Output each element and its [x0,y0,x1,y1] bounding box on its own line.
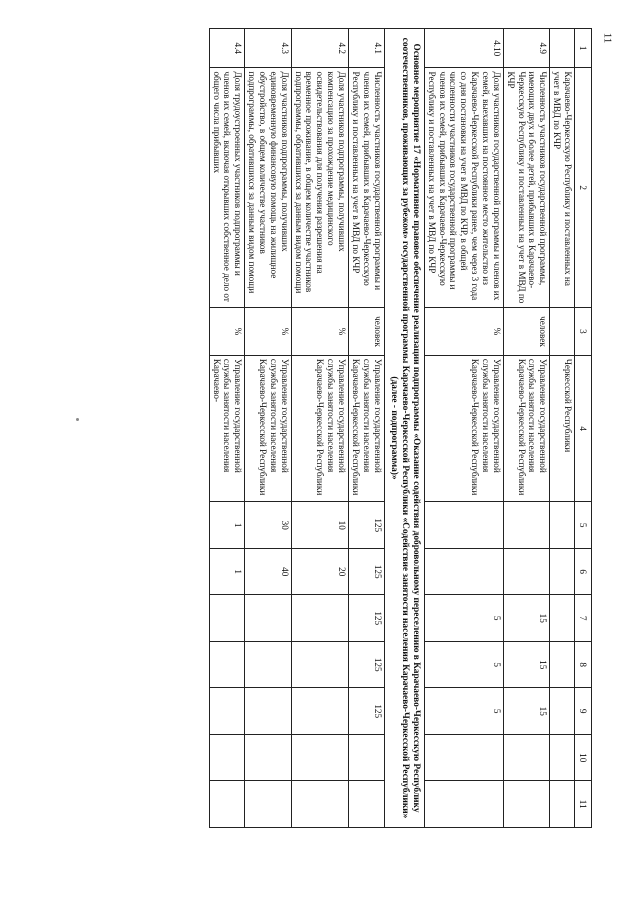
value-cell [209,781,245,828]
table-row [503,29,549,828]
header-cell: 9 [575,688,592,735]
table-row [424,29,503,828]
value-cell [291,734,348,781]
unit: % [424,308,503,356]
header-cell: 3 [575,308,592,356]
table-row [550,29,575,828]
header-cell: 1 [575,29,592,68]
executor: Управление государственной службы занятости населения Карачаево-Черкесской Республики [245,355,291,502]
value-cell [291,595,348,642]
value-cell [209,688,245,735]
value-cell [209,641,245,688]
value-cell: 10 [291,502,348,549]
indicator-name: Карачаево-Черкесскую Республику и поставленных на учет в МВД по КЧР [550,68,575,308]
value-cell: 125 [348,595,384,642]
value-cell: 20 [291,548,348,595]
indicator-name: Доля участников подпрограммы, получивших единовременную финансовую помощь на жилищное обустройство, в общем количестве участников подпрограммы, обратившихся за данным видом помощи [245,68,291,308]
value-cell [550,502,575,549]
indicator-name: Численность участников государственной программы и членов их семей, прибывших в Карачаево-Черкесскую Республику и поставленных на учет в МВД по КЧР [348,68,384,308]
value-cell [245,688,291,735]
row-number: 4.1 [348,29,384,68]
value-cell [503,781,549,828]
header-cell: 11 [575,781,592,828]
header-cell: 5 [575,502,592,549]
value-cell: 30 [245,502,291,549]
value-cell [550,641,575,688]
section-title: Основное мероприятие 17 «Нормативное правовое обеспечение реализации подпрограммы «Оказание содействия добровольному переселению в Карачаево-Черкесскую Республику соотечественников, проживающих за рубежом» государственной программы Карачаево-Черкесской Республики «Содействие занятости населения Карачаево-Черкесской Республики» (далее - подпрограмма)» [384,29,424,828]
value-cell: 5 [424,595,503,642]
unit: % [291,308,348,356]
value-cell: 1 [209,548,245,595]
value-cell [245,781,291,828]
value-cell: 5 [424,641,503,688]
value-cell: 125 [348,548,384,595]
value-cell [424,548,503,595]
indicator-name: Доля участников подпрограммы, получивших компенсацию за прохождение медицинского освидетельствования для получения разрешения на временное проживание, в общем количестве участников подпрограммы, обратившихся за данным видом помощи [291,68,348,308]
value-cell [209,734,245,781]
value-cell [245,641,291,688]
value-cell [424,502,503,549]
value-cell [209,595,245,642]
header-cell: 6 [575,548,592,595]
row-number: 4.4 [209,29,245,68]
executor: Управление государственной службы занятости населения Карачаево-Черкесской Республики [503,355,549,502]
value-cell [291,688,348,735]
header-cell: 2 [575,68,592,308]
row-number: 4.9 [503,29,549,68]
executor: Управление государственной службы занятости населения Карачаево-Черкесской Республики [424,355,503,502]
value-cell: 15 [503,641,549,688]
page-number: 11 [601,32,614,44]
header-cell: 8 [575,641,592,688]
header-cell: 4 [575,355,592,502]
unit: % [245,308,291,356]
value-cell [424,734,503,781]
table-row [245,29,291,828]
value-cell: 5 [424,688,503,735]
value-cell [291,781,348,828]
row-number [550,29,575,68]
value-cell [550,734,575,781]
table-row [209,29,245,828]
unit: человек [348,308,384,356]
value-cell [348,734,384,781]
indicator-name: Доля участников государственной программы и членов их семей, выехавших на постоянное место жительство из Карачаево-Черкесской Республики ранее, чем через 3 года со дня постановки на учет в МВД по КЧР, в общей численности участников государственной программы и членов их семей, прибывших в Карачаево-Черкесскую Республику и поставленных на учет в МВД по КЧР [424,68,503,308]
value-cell [245,595,291,642]
value-cell: 1 [209,502,245,549]
value-cell [291,641,348,688]
unit: % [209,308,245,356]
indicator-name: Численность участников государственной программы, имеющих двух и более детей, прибывших в Карачаево-Черкесскую Республику и поставленных на учет в МВД по КЧР [503,68,549,308]
value-cell: 125 [348,688,384,735]
table-row [291,29,348,828]
value-cell [503,502,549,549]
row-number: 4.2 [291,29,348,68]
executor: Черкесской Республики [550,355,575,502]
header-cell: 7 [575,595,592,642]
table-row [348,29,384,828]
unit [550,308,575,356]
executor: Управление государственной службы занятости населения Карачаево- [209,355,245,502]
header-row [575,29,592,828]
value-cell [348,781,384,828]
value-cell [550,781,575,828]
unit: человек [503,308,549,356]
row-number: 4.10 [424,29,503,68]
value-cell: 40 [245,548,291,595]
value-cell: 125 [348,641,384,688]
rotated-page [72,28,592,828]
value-cell [503,734,549,781]
value-cell [424,781,503,828]
executor: Управление государственной службы занятости населения Карачаево-Черкесской Республики [348,355,384,502]
indicator-name: Доля трудоустроенных участников подпрограммы и членов их семей, включая открывших собственное дело от общего числа прибывших [209,68,245,308]
value-cell [550,548,575,595]
value-cell [550,688,575,735]
value-cell: 15 [503,688,549,735]
indicators-table [209,28,592,828]
executor: Управление государственной службы занятости населения Карачаево-Черкесской Республики [291,355,348,502]
value-cell [245,734,291,781]
value-cell [503,548,549,595]
row-number: 4.3 [245,29,291,68]
value-cell [550,595,575,642]
value-cell: 15 [503,595,549,642]
value-cell: 125 [348,502,384,549]
header-cell: 10 [575,734,592,781]
section-row [384,29,424,828]
